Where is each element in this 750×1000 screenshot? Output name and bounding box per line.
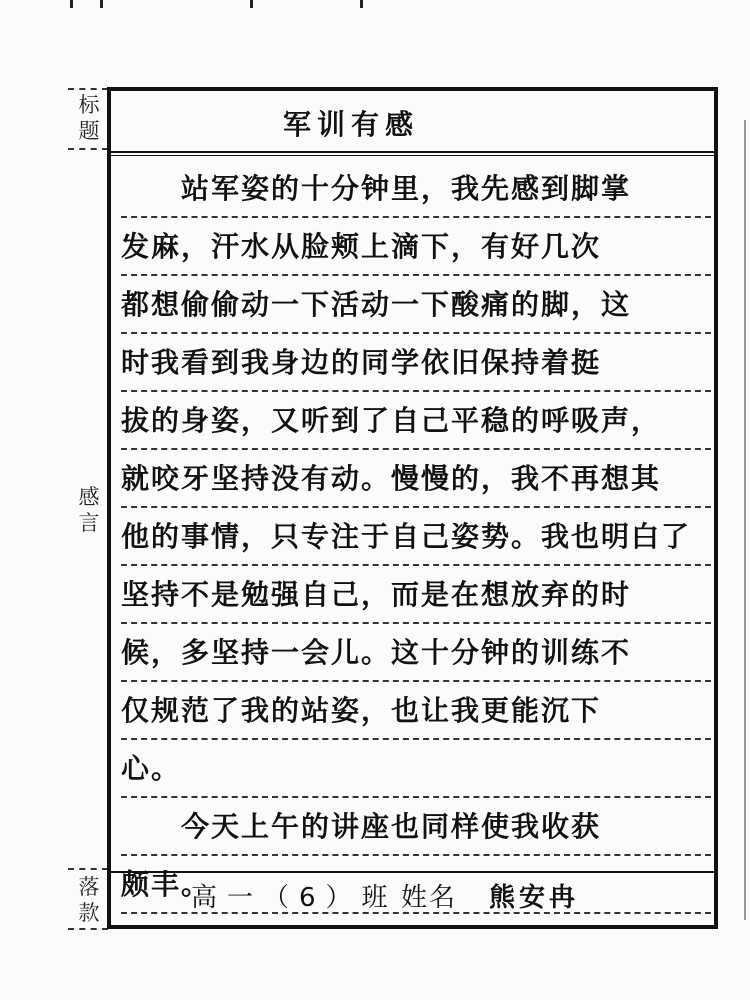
essay-line: 候，多坚持一会儿。这十分钟的训练不	[121, 621, 711, 682]
signature-side-label: 落 款	[78, 875, 100, 925]
title-rule	[111, 155, 714, 156]
body-side-label: 感 言	[78, 485, 100, 535]
essay-line: 站军姿的十分钟里，我先感到脚掌	[121, 157, 711, 218]
class-text: 高一（6）班	[191, 883, 398, 913]
essay-line: 心。	[121, 737, 711, 798]
essay-line: 时我看到我身边的同学依旧保持着挺	[121, 331, 711, 392]
title-rule	[111, 151, 714, 153]
essay-line: 颇丰。	[121, 853, 711, 914]
essay-line: 仅规范了我的站姿，也让我更能沉下	[121, 679, 711, 740]
essay-line: 拔的身姿，又听到了自己平稳的呼吸声，	[121, 389, 711, 450]
name-label: 姓名	[401, 883, 458, 913]
side-divider	[68, 148, 108, 150]
essay-line: 就咬牙坚持没有动。慢慢的，我不再想其	[121, 447, 711, 508]
title-side-label: 标 题	[78, 93, 100, 143]
essay-line: 今天上午的讲座也同样使我收获	[121, 795, 711, 856]
essay-line: 坚持不是勉强自己，而是在想放弃的时	[121, 563, 711, 624]
essay-title: 军训有感	[283, 108, 420, 141]
top-edge-marks	[70, 0, 370, 12]
signature-row	[111, 873, 714, 923]
essay-line: 发麻，汗水从脸颊上滴下，有好几次	[121, 215, 711, 276]
side-divider	[68, 868, 108, 870]
student-name: 熊安冉	[489, 883, 580, 913]
essay-sheet	[107, 87, 718, 929]
page-edge	[744, 120, 750, 920]
side-divider	[68, 88, 108, 90]
essay-line: 都想偷偷动一下活动一下酸痛的脚，这	[121, 273, 711, 334]
side-divider	[68, 928, 108, 930]
essay-line: 他的事情，只专注于自己姿势。我也明白了	[121, 505, 711, 566]
